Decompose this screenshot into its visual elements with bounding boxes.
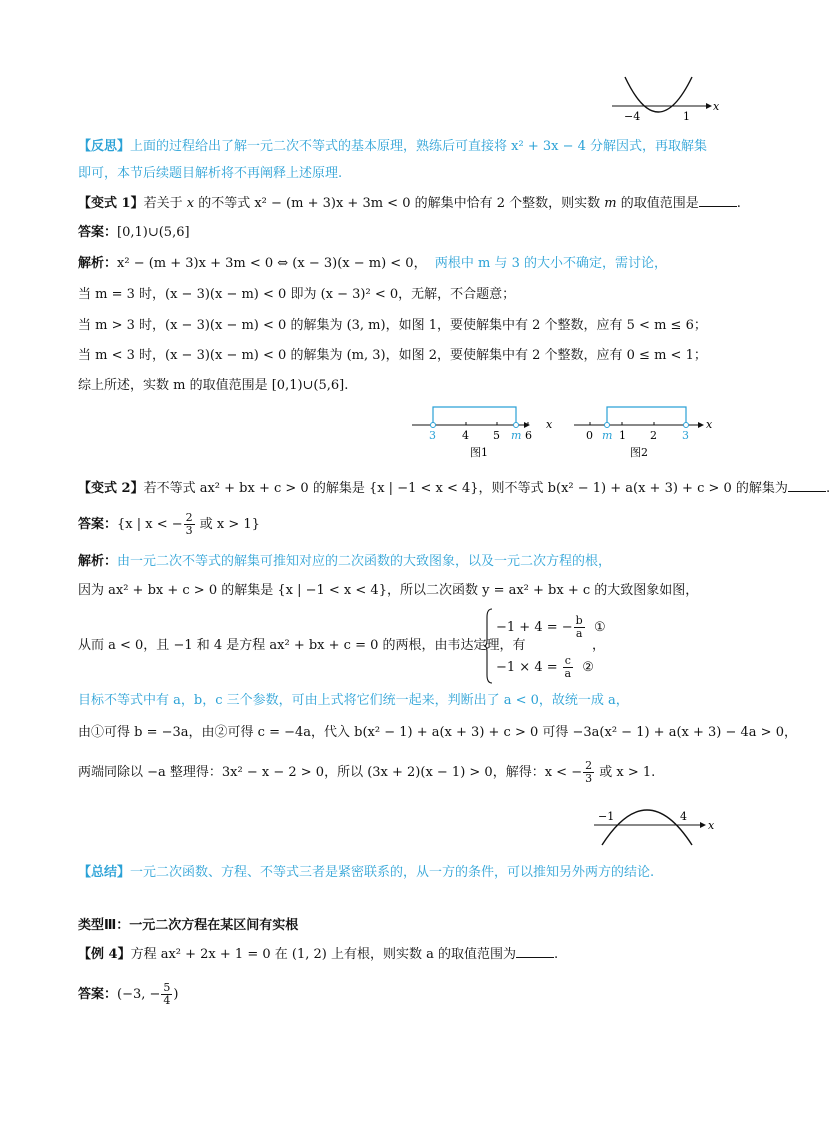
vieta-equation-1 xyxy=(496,615,606,640)
fig2-axis-arrow xyxy=(698,422,704,428)
root-4-label: 4 xyxy=(680,810,687,823)
variant2-because-line: 因为 ax² + bx + c > 0 的解集是 {x | −1 < x < 4}，所以二次函数 y = ax² + bx + c 的大致图象如图， xyxy=(78,583,699,598)
answer-fraction xyxy=(184,512,195,537)
fraction-denominator: 3 xyxy=(185,524,193,537)
variant2-label: 【变式 2】 xyxy=(78,481,144,496)
answer-label: 答案： xyxy=(78,517,118,532)
fig1-label-6: 6 xyxy=(525,429,532,442)
section-heading-type3: 类型Ⅲ：一元二次方程在某区间有实根 xyxy=(78,918,299,933)
variant1-answer xyxy=(78,224,190,242)
variant1-case3: 当 m < 3 时，(x − 3)(x − m) < 0 的解集为 (m, 3)，如图 2，要使解集中有 2 个整数，应有 0 ≤ m < 1； xyxy=(78,348,707,363)
variant2-answer xyxy=(78,512,260,537)
conclusion-line xyxy=(78,864,654,882)
fig2-open-point-3 xyxy=(684,423,689,428)
x-axis-label: x xyxy=(708,819,715,832)
variant2-question xyxy=(78,479,830,498)
answer-blank xyxy=(788,479,826,492)
simplify-denominator: 3 xyxy=(585,772,593,785)
vieta-system xyxy=(484,607,634,687)
fig1-interval-bracket xyxy=(433,407,516,425)
reflection-tag: 【反思】 xyxy=(78,139,131,154)
eq1-numerator: b xyxy=(575,614,583,627)
answer-pre: {x | x < − xyxy=(117,517,183,532)
fig1-open-point-m xyxy=(514,423,519,428)
conclusion-text: 一元二次函数、方程、不等式三者是紧密联系的，从一方的条件，可以推知另外两方的结论. xyxy=(130,865,655,880)
number-line-fig1 xyxy=(410,403,570,463)
variant1-question: 【变式 1】若关于 x 的不等式 x² − (m + 3)x + 3m < 0 的解集中恰有 2 个整数，则实数 m 的取值范围是 . xyxy=(78,196,741,211)
simplify-pre: 两端同除以 −a 整理得：3x² − x − 2 > 0，所以 (3x + 2)(x − 1) > 0，解得：x < − xyxy=(78,765,583,780)
variant1-case1: 当 m = 3 时，(x − 3)(x − m) < 0 即为 (x − 3)² < 0，无解，不合题意； xyxy=(78,287,516,302)
example4-answer xyxy=(78,982,179,1007)
fig1-x-label: x xyxy=(546,418,553,431)
eq2-denominator: a xyxy=(564,667,572,680)
variant2-thus-line: 从而 a < 0，且 −1 和 4 是方程 ax² + bx + c = 0 的两根，由韦达定理，有 xyxy=(78,638,526,653)
reflection-line-2: 即可，本节后续题目解析将不再阐释上述原理. xyxy=(78,166,343,181)
analysis-note: 两根中 m 与 3 的大小不确定，需讨论， xyxy=(434,256,667,271)
eq1-fraction xyxy=(574,615,585,640)
fig1-caption: 图1 xyxy=(470,446,488,459)
eq2-tag: ② xyxy=(582,660,594,675)
simplify-fraction xyxy=(583,760,594,785)
answer-post: 或 x > 1} xyxy=(195,517,260,532)
fig2-label-2: 2 xyxy=(650,429,657,442)
variant2-note: 目标不等式中有 a，b，c 三个参数，可由上式将它们统一起来，判断出了 a < 0，故统一成 a， xyxy=(78,693,629,708)
answer-label: 答案： xyxy=(78,987,118,1002)
fig2-label-3: 3 xyxy=(682,429,689,442)
root-neg1-label: −1 xyxy=(598,810,615,823)
fig1-label-m: m xyxy=(511,429,522,442)
x-axis-arrow xyxy=(700,822,706,828)
answer-label: 答案： xyxy=(78,225,118,240)
fig2-label-m: m xyxy=(602,429,613,442)
answer-pre: (−3, − xyxy=(117,987,161,1002)
parabola-graph-bottom xyxy=(592,800,722,850)
answer-value: [0,1)∪(5,6] xyxy=(117,225,190,240)
variant1-text-b: 的不等式 x² − (m + 3)x + 3m < 0 的解集中恰有 2 个整数，则实数 xyxy=(198,196,601,211)
reflection-text-1: 上面的过程给出了解一元二次不等式的基本原理，熟练后可直接将 x² + 3x − 4 分解因式，再取解集 xyxy=(130,139,708,154)
reflection-line-1 xyxy=(78,138,707,156)
analysis-expr: x² − (m + 3)x + 3m < 0 ⇔ (x − 3)(x − m) < 0， xyxy=(117,256,427,271)
answer-blank xyxy=(516,945,554,958)
analysis-blue-text: 由一元二次不等式的解集可推知对应的二次函数的大致图象，以及一元二次方程的根， xyxy=(117,554,612,569)
fraction-numerator: 5 xyxy=(163,981,171,994)
variant1-text-c: 的取值范围是 xyxy=(620,196,699,211)
variant1-case2: 当 m > 3 时，(x − 3)(x − m) < 0 的解集为 (3, m)，如图 1，要使解集中有 2 个整数，应有 5 < m ≤ 6； xyxy=(78,318,707,333)
variant2-tail: . xyxy=(825,481,830,496)
left-brace xyxy=(484,607,494,685)
variant1-analysis xyxy=(78,255,667,273)
x-axis-arrow xyxy=(706,103,712,109)
analysis-label: 解析： xyxy=(78,256,118,271)
fig1-label-3: 3 xyxy=(429,429,436,442)
variant1-tail: . xyxy=(736,196,741,211)
variant2-analysis xyxy=(78,553,611,571)
variant1-summary: 综上所述，实数 m 的取值范围是 [0,1)∪(5,6]. xyxy=(78,378,349,393)
variant1-text-a: 若关于 xyxy=(143,196,183,211)
parabola-graph-top xyxy=(610,75,720,125)
x-axis-label: x xyxy=(713,100,720,113)
number-line-fig2 xyxy=(572,403,722,463)
variant1-label: 【变式 1】 xyxy=(78,196,144,211)
root-neg4-label: −4 xyxy=(624,110,641,123)
fig1-label-5: 5 xyxy=(493,429,500,442)
variant2-simplify-line xyxy=(78,760,655,785)
fig2-x-label: x xyxy=(706,418,713,431)
answer-blank xyxy=(699,194,737,207)
example4-tail: . xyxy=(553,947,559,962)
eq2-left: −1 × 4 = xyxy=(496,660,562,675)
eq1-left: −1 + 4 = − xyxy=(496,620,573,635)
fig1-label-4: 4 xyxy=(462,429,469,442)
fraction-numerator: 2 xyxy=(185,511,193,524)
fig2-interval-bracket xyxy=(607,407,686,425)
variant2-derive-line: 由①可得 b = −3a，由②可得 c = −4a，代入 b(x² − 1) + a(x + 3) + c > 0 可得 −3a(x² − 1) + a(x + 3) − 4a > 0， xyxy=(78,725,797,740)
fig1-open-point-3 xyxy=(431,423,436,428)
variant2-text: 若不等式 ax² + bx + c > 0 的解集是 {x | −1 < x < 4}，则不等式 b(x² − 1) + a(x + 3) + c > 0 的解集为 xyxy=(143,481,788,496)
answer-post: ) xyxy=(173,987,179,1002)
example4-text: 方程 ax² + 2x + 1 = 0 在 (1, 2) 上有根，则实数 a 的取值范围为 xyxy=(130,947,516,962)
answer-fraction xyxy=(161,982,172,1007)
fig1-axis-arrow xyxy=(524,422,530,428)
fig2-open-point-m xyxy=(605,423,610,428)
eq1-tag: ① xyxy=(593,620,606,635)
parabola-curve xyxy=(625,77,692,112)
eq1-denominator: a xyxy=(575,627,583,640)
fig2-label-0: 0 xyxy=(586,429,593,442)
fig2-caption: 图2 xyxy=(630,446,648,459)
vieta-equation-2 xyxy=(496,655,594,680)
fraction-denominator: 4 xyxy=(163,994,171,1007)
simplify-post: 或 x > 1. xyxy=(595,765,656,780)
analysis-label: 解析： xyxy=(78,554,118,569)
parabola-curve xyxy=(602,810,692,845)
root-1-label: 1 xyxy=(683,110,690,123)
fig2-label-1: 1 xyxy=(619,429,626,442)
system-comma: ， xyxy=(592,638,606,653)
simplify-numerator: 2 xyxy=(585,759,593,772)
example4-label: 【例 4】 xyxy=(78,947,131,962)
example4-question xyxy=(78,945,558,964)
eq2-numerator: c xyxy=(564,654,571,667)
eq2-fraction xyxy=(563,655,573,680)
conclusion-tag: 【总结】 xyxy=(78,865,131,880)
